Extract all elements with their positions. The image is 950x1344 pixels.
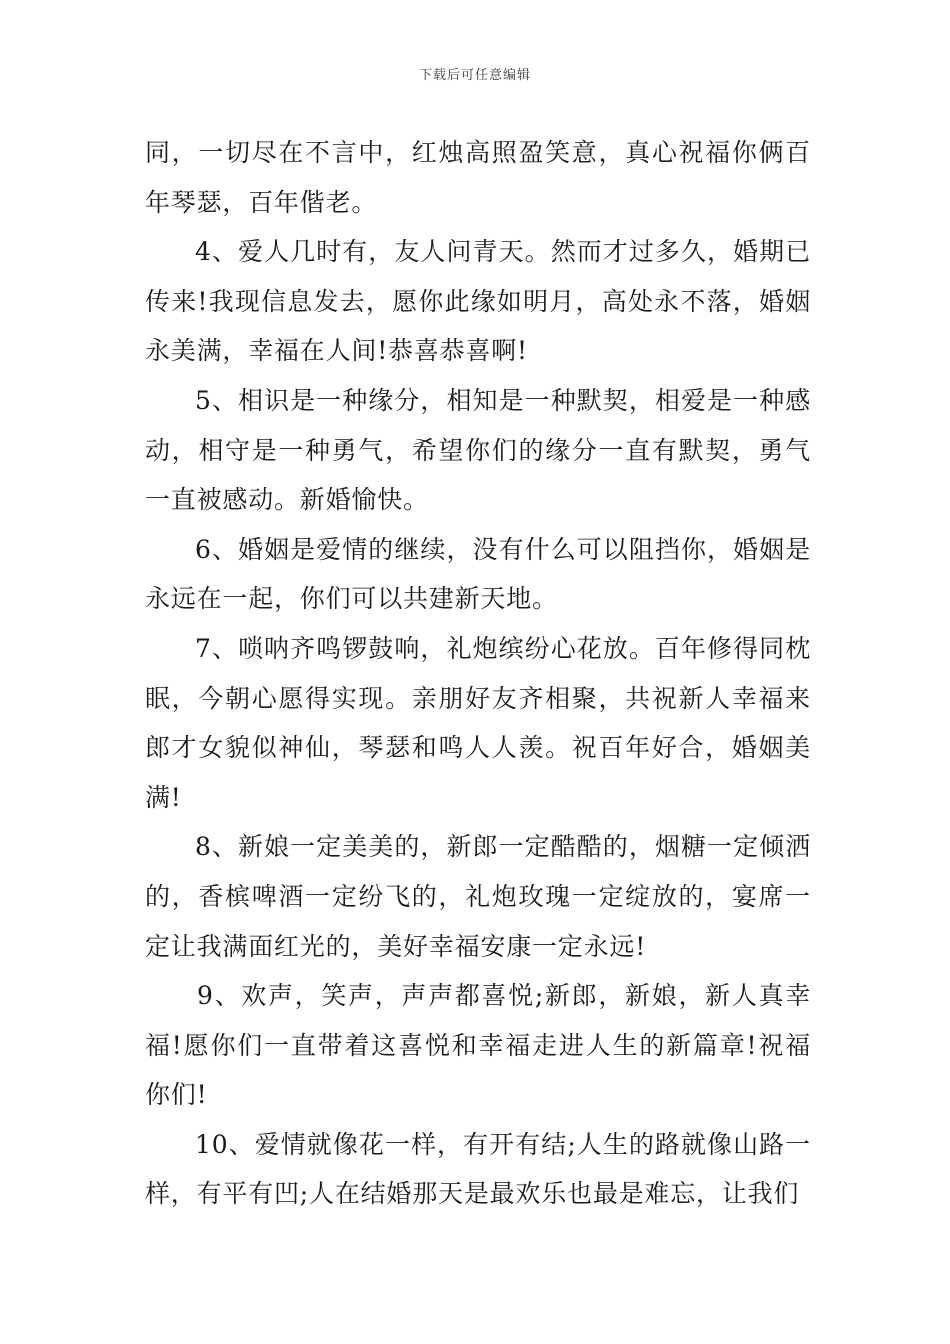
paragraph-item-10: 10、爱情就像花一样，有开有结;人生的路就像山路一样，有平有凹;人在结婚那天是最欢乐也最是难忘，让我们 [145, 1129, 811, 1209]
paragraph-item-7: 7、唢呐齐鸣锣鼓响，礼炮缤纷心花放。百年修得同枕眠，今朝心愿得实现。亲朋好友齐相聚，共祝新人幸福来郎才女貌似神仙，琴瑟和鸣人人羡。祝百年好合，婚姻美满! [145, 633, 811, 812]
paragraph-item-8: 8、新娘一定美美的，新郎一定酷酷的，烟糖一定倾洒的，香槟啤酒一定纷飞的，礼炮玫瑰一定绽放的，宴席一定让我满面红光的，美好幸福安康一定永远! [145, 832, 811, 961]
page-header: 下载后可任意编辑 [418, 68, 531, 83]
paragraph-continuation: 同，一切尽在不言中，红烛高照盈笑意，真心祝福你俩百年琴瑟，百年偕老。 [145, 138, 811, 217]
paragraph-item-6: 6、婚姻是爱情的继续，没有什么可以阻挡你，婚姻是永远在一起，你们可以共建新天地。 [145, 534, 811, 614]
paragraph-item-4: 4、爱人几时有，友人问青天。然而才过多久，婚期已传来!我现信息发去，愿你此缘如明月，高处永不落，婚姻永美满，幸福在人间!恭喜恭喜啊! [145, 237, 811, 366]
document-body [145, 128, 811, 1219]
paragraph-item-5: 5、相识是一种缘分，相知是一种默契，相爱是一种感动，相守是一种勇气，希望你们的缘分一直有默契，勇气一直被感动。新婚愉快。 [145, 385, 811, 515]
paragraph-item-9: 9、欢声，笑声，声声都喜悦;新郎，新娘，新人真幸福!愿你们一直带着这喜悦和幸福走进人生的新篇章!祝福你们! [145, 981, 811, 1110]
